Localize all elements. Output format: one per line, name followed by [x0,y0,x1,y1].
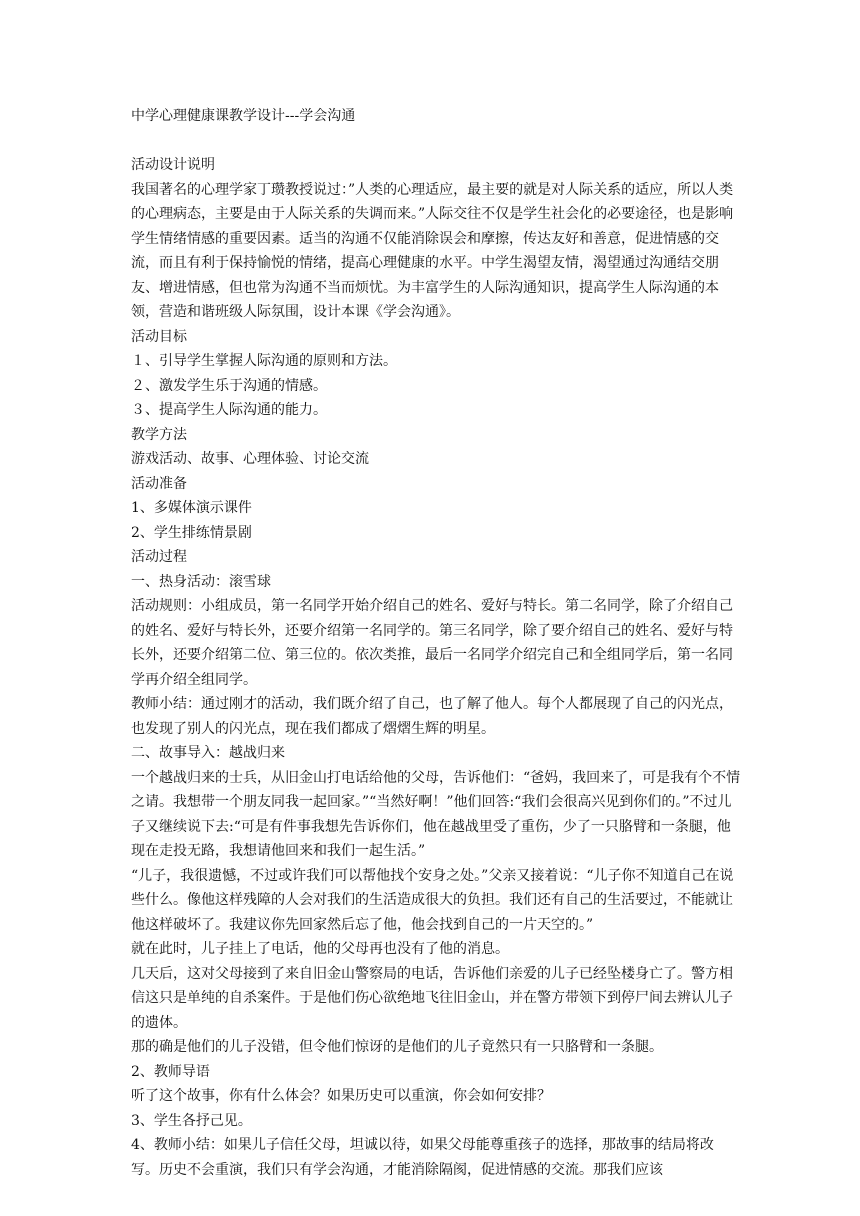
paragraph-story-4: 几天后，这对父母接到了来自旧金山警察局的电话，告诉他们亲爱的儿子已经坠楼身亡了。警方相信这只是单纯的自杀案件。于是他们伤心欲绝地飞往旧金山，并在警方带领下到停尸间去辨认儿子的遗体。 [131,965,733,1031]
goal-item-2: ２、激发学生乐于沟通的情感。 [131,377,327,394]
paragraph-warmup-summary: 教师小结：通过刚才的活动，我们既介绍了自己，也了解了他人。每个人都展现了自己的闪光点，也发现了别人的闪光点，现在我们都成了熠熠生辉的明星。 [131,696,733,737]
paragraph-warmup-rules: 活动规则：小组成员，第一名同学开始介绍自己的姓名、爱好与特长。第二名同学，除了介绍自己的姓名、爱好与特长外，还要介绍第一名同学的。第三名同学，除了要介绍自己的姓名、爱好与特长外，还要介绍第二位、第三位的。依次类推，最后一名同学介绍完自己和全组同学后，第一名同学再介绍全组同学。 [131,598,733,688]
heading-teaching-method: 教学方法 [131,426,187,443]
goal-item-3: ３、提高学生人际沟通的能力。 [131,402,327,418]
heading-teacher-guide: 2、教师导语 [131,1063,210,1080]
paragraph-story-5: 那的确是他们的儿子没错，但令他们惊讶的是他们的儿子竟然只有一只胳臂和一条腿。 [131,1039,663,1055]
item-students-share: 3、学生各抒己见。 [131,1112,252,1129]
paragraph-story-3: 就在此时，儿子挂上了电话，他的父母再也没有了他的消息。 [131,941,509,957]
heading-activity-design: 活动设计说明 [131,157,215,173]
paragraph-story-2: “儿子，我很遗憾，不过或许我们可以帮他找个安身之处。”父亲又接着说：“儿子你不知道自己在说些什么。像他这样残障的人会对我们的生活造成很大的负担。我们还有自己的生活要过，不能就让他这样破坏了。我建议你先回家然后忘了他，他会找到自己的一片天空的。” [131,867,734,933]
paragraph-teacher-guide: 听了这个故事，你有什么体会？如果历史可以重演，你会如何安排？ [131,1088,551,1104]
goal-item-1: １、引导学生掌握人际沟通的原则和方法。 [131,353,397,369]
section-story-heading: 二、故事导入：越战归来 [131,745,285,761]
paragraph-story-1: 一个越战归来的士兵，从旧金山打电话给他的父母，告诉他们：“爸妈，我回来了，可是我有个不情之请。我想带一个朋友同我一起回家。”“当然好啊！”他们回答:“我们会很高兴见到你们的。”不过儿子又继续说下去:“可是有件事我想先告诉你们，他在越战里受了重伤，少了一只胳臂和一条腿，他现在走投无路，我想请他回来和我们一起生活。” [131,769,741,859]
heading-preparation: 活动准备 [131,475,187,492]
section-warmup-heading: 一、热身活动：滚雪球 [131,573,271,590]
teaching-method-text: 游戏活动、故事、心理体验、讨论交流 [131,451,369,467]
document-body [131,153,741,1182]
heading-activity-goals: 活动目标 [131,328,187,345]
preparation-item-2: 2、学生排练情景剧 [131,524,252,541]
paragraph-design-intro: 我国著名的心理学家丁瓒教授说过：”人类的心理适应，最主要的就是对人际关系的适应，所以人类的心理病态，主要是由于人际关系的失调而来。”人际交往不仅是学生社会化的必要途径，也是影响学生情绪情感的重要因素。适当的沟通不仅能消除误会和摩擦，传达友好和善意，促进情感的交流，而且有利于保持愉悦的情绪，提高心理健康的水平。中学生渴望友情，渴望通过沟通结交朋友、增进情感，但也常为沟通不当而烦忧。为丰富学生的人际沟通知识，提高学生人际沟通的本领，营造和谐班级人际氛围，设计本课《学会沟通》。 [131,181,734,320]
document-page [131,104,741,1182]
paragraph-teacher-summary: 4、教师小结：如果儿子信任父母，坦诚以待，如果父母能尊重孩子的选择，那故事的结局将改写。历史不会重演，我们只有学会沟通，才能消除隔阂，促进情感的交流。那我们应该 [131,1137,714,1178]
document-title: 中学心理健康课教学设计---学会沟通 [131,108,356,124]
preparation-item-1: 1、多媒体演示课件 [131,500,252,516]
heading-activity-process: 活动过程 [131,549,187,565]
